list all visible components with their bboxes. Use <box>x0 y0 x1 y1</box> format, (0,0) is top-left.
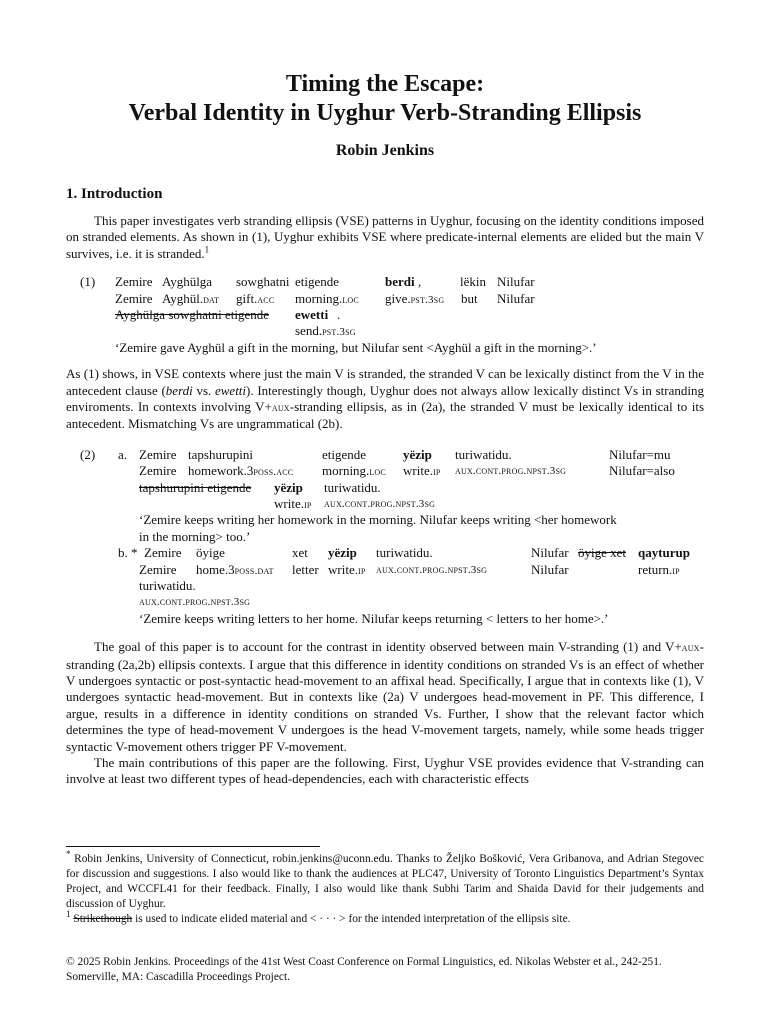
gloss-word <box>274 496 311 513</box>
example-number: (1) <box>80 274 96 290</box>
gloss-root: gift. <box>236 290 258 306</box>
gloss-word: Ayghülga <box>162 274 213 290</box>
title-line-2: Verbal Identity in Uyghur Verb-Stranding Ellipsis <box>128 100 642 126</box>
footnote-star <box>66 849 704 912</box>
gloss-word: Zemire <box>144 545 182 561</box>
example-1-line-4 <box>66 323 704 339</box>
gloss-tag: aux.cont.prog.npst.3sg <box>455 465 567 478</box>
gloss-word: Nilufar <box>531 545 569 561</box>
p2-text-a: As (1) shows, in VSE contexts where just the main V is stranded, the stranded V can be lexically distinct from the V in the antecedent clause ( <box>66 366 704 398</box>
gloss-root: send. <box>295 323 323 339</box>
gloss-root: return. <box>638 561 673 577</box>
paper-title <box>66 70 704 128</box>
gloss-word: Zemire <box>115 274 153 290</box>
example-2a-line-3 <box>66 480 704 496</box>
copyright-notice: © 2025 Robin Jenkins. Proceedings of the 41st West Coast Conference on Formal Linguistics, ed. Nikolas Webster et al., 242-251. Somerville, MA: Cascadilla Proceedings Project. <box>66 956 662 983</box>
translation: ‘Zemire keeps writing letters to her home. Nilufar keeps returning < letters to her home>.’ <box>139 610 609 626</box>
gloss-word: Zemire <box>115 290 153 306</box>
p2-aux: aux <box>271 401 290 414</box>
stranded-aux: turiwatidu. <box>324 479 381 495</box>
gloss-tag: poss.dat <box>234 564 274 577</box>
paragraph-2 <box>66 366 704 433</box>
example-2 <box>66 447 704 627</box>
gloss-word: Nilufar <box>531 561 569 577</box>
gloss-word: letter <box>292 561 319 577</box>
gloss-word: turiwatidu. <box>376 545 433 561</box>
gloss-tag: aux.cont.prog.npst.3sg <box>324 497 436 510</box>
gloss-word <box>196 562 274 579</box>
paragraph-1-text: This paper investigates verb stranding ellipsis (VSE) patterns in Uyghur, focusing on the identity conditions imposed on stranded elements. As shown in (1), Uyghur exhibits VSE where predicate-internal elements are elided but the main V survives, i.e. it is stranded. <box>66 213 704 261</box>
example-2b-line-2 <box>66 562 704 578</box>
gloss-word <box>322 463 386 480</box>
example-label: a. <box>118 446 128 462</box>
example-1 <box>66 274 704 356</box>
footnote-star-text: Robin Jenkins, University of Connecticut, robin.jenkins@uconn.edu. Thanks to Željko Bošković, Vera Gribanova, and Adrian Stegovec for discussion and suggestions. I also would like to thank the audiences at PLC47, University of Toronto Linguistics Department’s Syntax Project, and WCCFL41 for their feedback. Finally, I also would like thank Subhi Tarim and Shaida David for their judgements and discussion of Uyghur. <box>66 853 704 910</box>
gloss-tag: dat <box>203 293 220 306</box>
paragraph-1 <box>66 213 704 262</box>
gloss-word: Nilufar=mu <box>609 446 671 462</box>
elided-material: Ayghülga sowghatni etigende <box>115 307 270 322</box>
footnote-1 <box>66 909 704 927</box>
gloss-tag: loc <box>369 466 386 479</box>
example-2b-line-3 <box>66 578 704 594</box>
p2-text-b: ). Interestingly though, Uyghur does not always allow lexically distinct Vs in stranding enviroments. In contexts involving V+ <box>66 382 704 414</box>
example-2a-translation-1 <box>66 512 704 528</box>
gloss-tag: pst.3sg <box>410 293 445 306</box>
p2-text-c: -stranding ellipsis, as in (2a), the stranded V must be lexically identical to its antecedent. Mismatching Vs are ungrammatical (2b). <box>66 398 704 432</box>
paper-page <box>66 0 704 788</box>
gloss-word: öyige <box>196 545 225 561</box>
author-name: Robin Jenkins <box>335 142 435 159</box>
p2-verb-2: ewetti <box>214 382 247 398</box>
section-heading: 1. Introduction <box>66 186 163 202</box>
footnote-marker: 1 <box>204 244 210 255</box>
gloss-tag: loc <box>342 293 359 306</box>
footnote-rule <box>66 846 320 847</box>
gloss-word: Nilufar <box>497 290 535 306</box>
gloss-tag: poss.acc <box>253 466 294 479</box>
gloss-word <box>162 291 219 308</box>
paragraph-4: The main contributions of this paper are the following. First, Uyghur VSE provides evidence that V-stranding can involve at least two different types of head-dependencies, each with characteristic effects <box>66 754 704 787</box>
gloss-tag: ip <box>432 466 441 479</box>
gloss-word: xet <box>292 545 308 561</box>
example-2a-line-2 <box>66 463 704 479</box>
example-1-line-1 <box>66 274 704 290</box>
gloss-tag: ip <box>672 564 680 577</box>
gloss-word <box>638 562 680 579</box>
footnote-1-mark: 1 <box>66 909 71 920</box>
gloss-root: home.3 <box>196 561 235 577</box>
gloss-tag: pst.3sg <box>322 326 356 339</box>
example-1-translation <box>66 340 704 356</box>
example-2a-translation-2 <box>66 529 704 545</box>
translation: ‘Zemire keeps writing her homework in the morning. Nilufar keeps writing <her homework <box>139 512 617 528</box>
gloss-root: write. <box>328 561 358 577</box>
example-number: (2) <box>80 446 96 462</box>
gloss-root: morning. <box>295 290 343 306</box>
paragraph-3 <box>66 639 704 755</box>
gloss-word: lëkin <box>460 274 486 290</box>
example-1-line-2 <box>66 291 704 307</box>
gloss-root: morning. <box>322 463 370 479</box>
p2-verb-1: berdi <box>165 382 193 398</box>
example-2b-line-4 <box>66 594 704 610</box>
gloss-word <box>188 463 293 480</box>
gloss-word: yëzip <box>328 545 357 561</box>
gloss-word <box>328 562 365 579</box>
stranded-verb: qayturup <box>638 545 691 561</box>
footnote-1-text: is used to indicate elided material and < · · · > for the intended interpretation of the ellipsis site. <box>132 913 571 925</box>
gloss-word: turiwatidu. <box>139 577 196 593</box>
example-2b-translation <box>66 611 704 627</box>
gloss-tag: acc <box>257 293 275 306</box>
example-2a-line-4 <box>66 496 704 512</box>
example-label: b. * <box>118 545 138 561</box>
stranded-verb: yëzip <box>274 479 303 495</box>
example-1-line-3 <box>66 307 704 323</box>
gloss-tag: ip <box>357 564 366 577</box>
elided-material: tapshurupini etigende <box>139 479 252 495</box>
gloss-word: etigende <box>322 446 367 462</box>
footnote-star-mark: * <box>66 849 71 860</box>
example-2a-line-1 <box>66 447 704 463</box>
gloss-word: , <box>418 274 422 290</box>
gloss-word <box>385 291 444 308</box>
gloss-word: etigende <box>295 274 340 290</box>
gloss-word: Zemire <box>139 446 177 462</box>
gloss-word: berdi <box>385 274 415 290</box>
gloss-tag: aux.cont.prog.npst.3sg <box>376 563 488 576</box>
gloss-word: but <box>461 290 478 306</box>
gloss-word <box>236 291 274 308</box>
gloss-word: Nilufar <box>497 274 535 290</box>
gloss-word: Nilufar=also <box>609 463 675 479</box>
gloss-word: tapshurupini <box>188 446 253 462</box>
p2-vs: vs. <box>192 382 215 398</box>
stranded-verb: ewetti <box>295 307 329 322</box>
gloss-word: Zemire <box>139 463 177 479</box>
elided-material: öyige xet <box>578 545 627 561</box>
gloss-root: write. <box>403 463 433 479</box>
gloss-word: yëzip <box>403 446 432 462</box>
gloss-root: write. <box>274 495 304 511</box>
gloss-root: homework.3 <box>188 463 254 479</box>
gloss-root: give. <box>385 290 411 306</box>
gloss-word: sowghatni <box>236 274 290 290</box>
gloss-root: Ayghül. <box>162 290 204 306</box>
example-2b-line-1 <box>66 545 704 561</box>
punctuation: . <box>337 307 341 322</box>
gloss-word <box>295 323 356 340</box>
gloss-tag: aux.cont.prog.npst.3sg <box>139 596 251 609</box>
gloss-word <box>403 463 440 480</box>
p3-text-a: The goal of this paper is to account for the contrast in identity observed between main V-stranding (1) and V+ <box>94 639 682 655</box>
p3-aux: aux <box>681 642 700 655</box>
title-line-1: Timing the Escape: <box>285 71 485 97</box>
gloss-word: Zemire <box>139 561 177 577</box>
translation: ‘Zemire gave Ayghül a gift in the morning, but Nilufar sent <Ayghül a gift in the morning>.’ <box>115 339 597 355</box>
p3-text-b: -stranding (2a,2b) ellipsis contexts. I argue that this difference in identity conditions on stranded Vs is an effect of whether V undergoes syntactic or post-syntactic head-movement to an affixal head. Specifically, I argue that in contexts like (1), V undergoes syntactic head-movement. But in contexts like (2a) V undergoes head-movement in PF. This difference, I argue, results in a difference in identity conditions on stranded Vs. Further, I show that the relevant factor which determines the type of head-movement V undergoes is the head V-movement targets, namely, while some heads trigger syntactic V-movement others trigger PF V-movement. <box>66 639 704 754</box>
gloss-tag: ip <box>303 498 312 511</box>
translation: in the morning> too.’ <box>139 528 251 544</box>
footnote-1-strike: Strikethough <box>73 913 133 925</box>
gloss-word <box>295 291 359 308</box>
gloss-word: turiwatidu. <box>455 446 512 462</box>
